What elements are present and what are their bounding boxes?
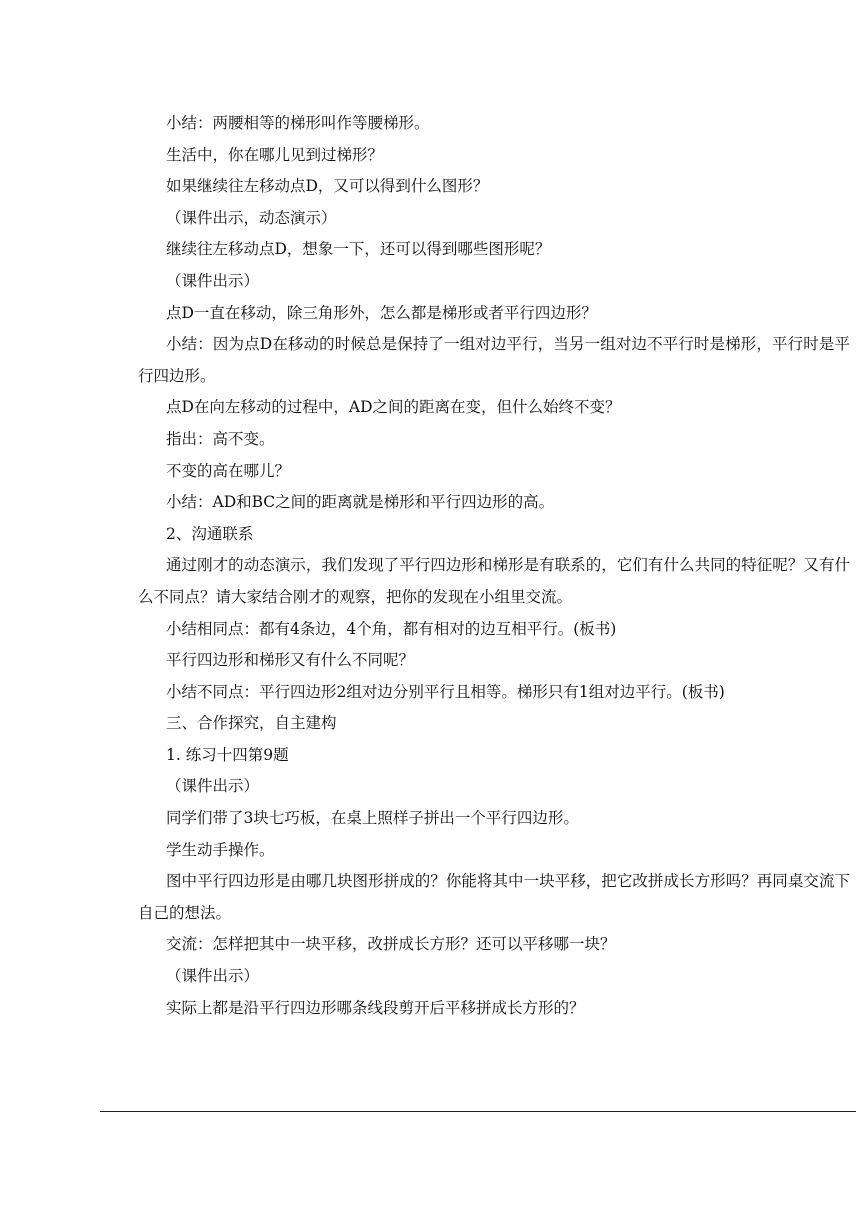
paragraph: 小结不同点：平行四边形2组对边分别平行且相等。梯形只有1组对边平行。(板书) [166, 682, 725, 701]
paragraph: 同学们带了3块七巧板，在桌上照样子拼出一个平行四边形。 [166, 809, 579, 828]
document-body [138, 108, 850, 1024]
paragraph: （课件出示） [166, 271, 260, 290]
paragraph: 指出：高不变。 [166, 429, 275, 448]
subsection-heading: 1. 练习十四第9题 [166, 745, 289, 764]
paragraph: 通过刚才的动态演示，我们发现了平行四边形和梯形是有联系的，它们有什么共同的特征呢？又有什么不同点？请大家结合刚才的观察，把你的发现在小组里交流。 [138, 556, 850, 606]
paragraph: 实际上都是沿平行四边形哪条线段剪开后平移拼成长方形的？ [166, 998, 585, 1017]
paragraph: 不变的高在哪儿？ [166, 461, 291, 480]
paragraph: 图中平行四边形是由哪几块图形拼成的？你能将其中一块平移，把它改拼成长方形吗？再同桌交流下自己的想法。 [138, 872, 850, 922]
paragraph: 小结：两腰相等的梯形叫作等腰梯形。 [166, 114, 430, 132]
footer-divider [100, 1111, 856, 1112]
paragraph: 交流：怎样把其中一块平移，改拼成长方形？还可以平移哪一块？ [166, 935, 616, 954]
paragraph: 小结：AD和BC之间的距离就是梯形和平行四边形的高。 [166, 493, 555, 512]
paragraph: 如果继续往左移动点D，又可以得到什么图形？ [166, 177, 489, 196]
section-heading: 2、沟通联系 [166, 524, 254, 543]
paragraph: 点D一直在移动，除三角形外，怎么都是梯形或者平行四边形？ [166, 303, 597, 322]
paragraph: 小结：因为点D在移动的时候总是保持了一组对边平行，当另一组对边不平行时是梯形，平行时是平行四边形。 [138, 335, 850, 385]
paragraph: 学生动手操作。 [166, 840, 275, 859]
paragraph: 点D在向左移动的过程中，AD之间的距离在变，但什么始终不变？ [166, 398, 621, 417]
paragraph: 平行四边形和梯形又有什么不同呢？ [166, 651, 415, 670]
paragraph: 生活中，你在哪儿见到过梯形？ [166, 145, 384, 164]
paragraph: （课件出示） [166, 967, 260, 986]
section-heading: 三、合作探究，自主建构 [166, 714, 337, 733]
paragraph: （课件出示，动态演示） [166, 208, 337, 227]
paragraph: 继续往左移动点D，想象一下，还可以得到哪些图形呢？ [166, 240, 551, 259]
paragraph: 小结相同点：都有4条边，4个角，都有相对的边互相平行。(板书) [166, 619, 617, 638]
paragraph: （课件出示） [166, 777, 260, 796]
